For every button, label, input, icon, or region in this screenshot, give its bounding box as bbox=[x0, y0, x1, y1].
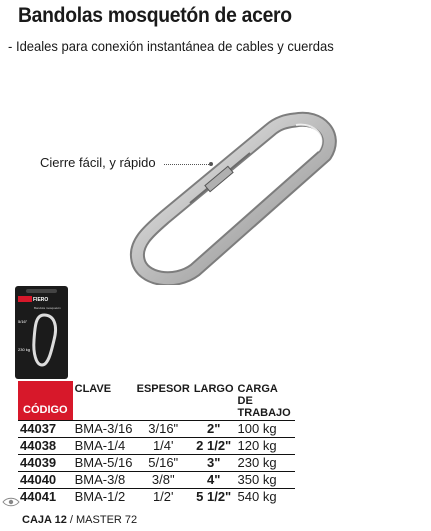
master-label: MASTER 72 bbox=[76, 514, 138, 526]
cell-clave: BMA-1/2 bbox=[73, 489, 135, 506]
cell-clave: BMA-5/16 bbox=[73, 455, 135, 472]
cell-codigo: 44038 bbox=[18, 438, 73, 455]
callout-leader-dot bbox=[209, 162, 213, 166]
cell-codigo: 44039 bbox=[18, 455, 73, 472]
header-clave: CLAVE bbox=[74, 383, 112, 395]
header-largo: LARGO bbox=[193, 383, 234, 395]
caja-label: CAJA 12 bbox=[22, 514, 67, 526]
table-row bbox=[18, 472, 295, 489]
cell-clave: BMA-3/16 bbox=[73, 421, 135, 438]
feature-bullet: - Ideales para conexión instantánea de cables y cuerdas bbox=[8, 38, 334, 54]
carabiner-image bbox=[120, 95, 350, 285]
package-image bbox=[14, 285, 69, 380]
cell-largo: 5 1/2" bbox=[192, 489, 236, 506]
cell-largo: 4" bbox=[192, 472, 236, 489]
cell-carga: 100 kg bbox=[236, 421, 295, 438]
spec-table bbox=[18, 381, 295, 505]
cell-largo: 2" bbox=[192, 421, 236, 438]
cell-codigo: 44041 bbox=[18, 489, 73, 506]
cell-largo: 2 1/2" bbox=[192, 438, 236, 455]
cell-espesor: 5/16" bbox=[135, 455, 192, 472]
cell-espesor: 1/2' bbox=[135, 489, 192, 506]
table-row bbox=[18, 455, 295, 472]
cell-largo: 3" bbox=[192, 455, 236, 472]
table-row bbox=[18, 421, 295, 438]
table-row bbox=[18, 489, 295, 506]
cell-codigo: 44037 bbox=[18, 421, 73, 438]
callout-leader bbox=[164, 164, 211, 165]
cell-clave: BMA-3/8 bbox=[73, 472, 135, 489]
cell-carga: 230 kg bbox=[236, 455, 295, 472]
cell-espesor: 1/4' bbox=[135, 438, 192, 455]
eye-icon bbox=[2, 497, 20, 507]
package-text: Bandola mosquetón bbox=[34, 306, 61, 310]
callout-label: Cierre fácil, y rápido bbox=[40, 155, 156, 170]
header-carga: CARGA DE TRABAJO bbox=[237, 383, 291, 419]
cell-espesor: 3/16" bbox=[135, 421, 192, 438]
packaging-info: CAJA 12 / MASTER 72 bbox=[22, 514, 138, 526]
header-espesor: ESPESOR bbox=[136, 383, 190, 395]
table-row bbox=[18, 438, 295, 455]
cell-clave: BMA-1/4 bbox=[73, 438, 135, 455]
cell-codigo: 44040 bbox=[18, 472, 73, 489]
cell-carga: 350 kg bbox=[236, 472, 295, 489]
page-title: Bandolas mosquetón de acero bbox=[18, 4, 292, 27]
package-size: 5/16" bbox=[18, 319, 28, 324]
header-codigo: CÓDIGO bbox=[18, 381, 73, 421]
cell-espesor: 3/8" bbox=[135, 472, 192, 489]
cell-carga: 540 kg bbox=[236, 489, 295, 506]
package-brand: FIERO bbox=[33, 297, 49, 303]
package-code: 230 kg bbox=[18, 347, 31, 352]
table-header-row bbox=[18, 381, 295, 421]
cell-carga: 120 kg bbox=[236, 438, 295, 455]
